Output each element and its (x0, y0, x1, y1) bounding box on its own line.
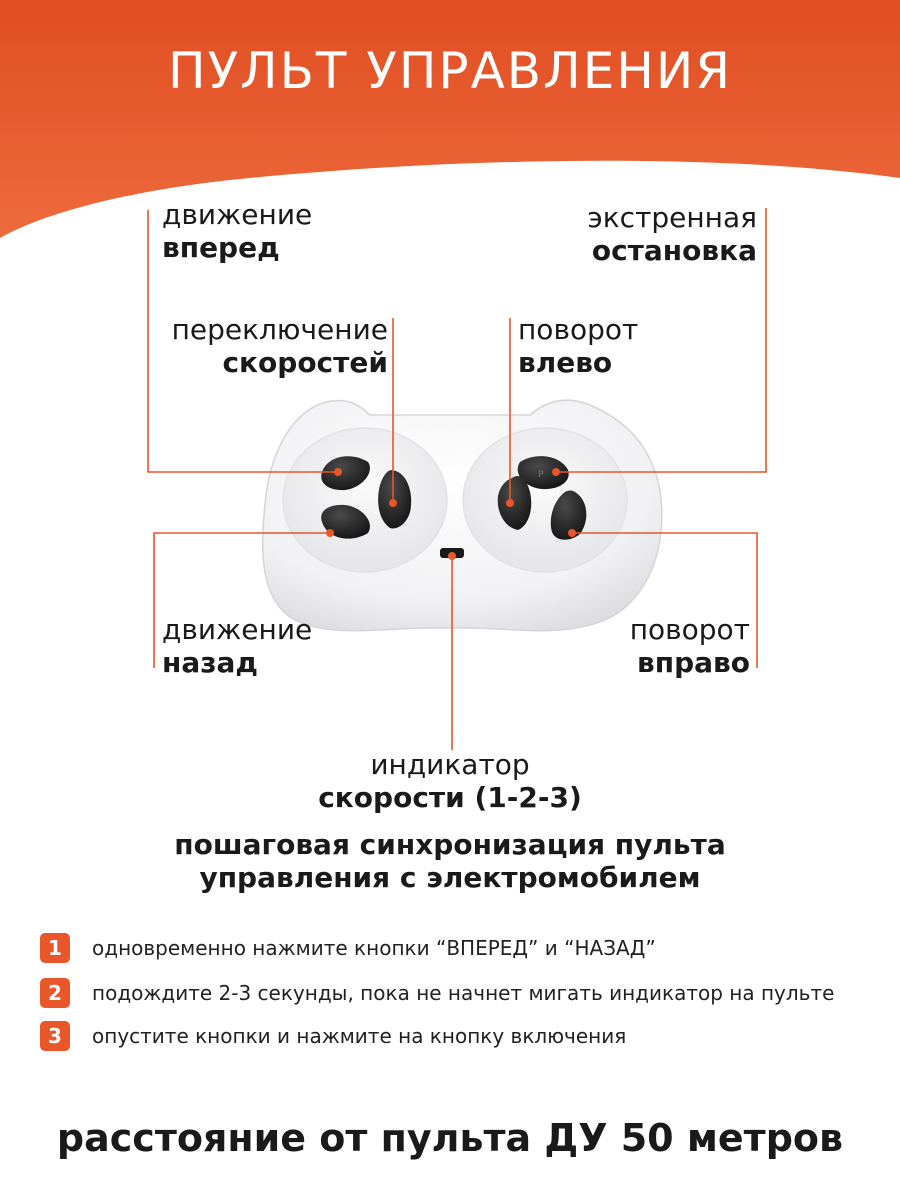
step-number-badge: 3 (40, 1021, 70, 1051)
step-number-badge: 1 (40, 933, 70, 963)
step-2 (40, 978, 834, 1008)
step-text: опустите кнопки и нажмите на кнопку включения (92, 1024, 627, 1048)
sync-heading (0, 828, 900, 894)
label-speed-switch: переключение скоростей (171, 313, 388, 379)
label-turn-left: поворот влево (518, 313, 639, 379)
step-text: одновременно нажмите кнопки “ВПЕРЕД” и “НАЗАД” (92, 936, 656, 960)
label-speed-indicator: индикатор скорости (1-2-3) (318, 748, 582, 814)
label-backward: движение назад (162, 613, 313, 679)
sync-heading-line2: управления с электромобилем (199, 861, 701, 894)
label-turn-right: поворот вправо (629, 613, 750, 679)
page-title: ПУЛЬТ УПРАВЛЕНИЯ (167, 42, 733, 100)
distance-note: расстояние от пульта ДУ 50 метров (56, 1116, 844, 1160)
sync-heading-line1: пошаговая синхронизация пульта (174, 828, 726, 861)
svg-text:P: P (538, 470, 544, 480)
label-forward: движение вперед (162, 198, 313, 264)
step-text: подождите 2-3 секунды, пока не начнет мигать индикатор на пульте (92, 981, 835, 1005)
step-number-badge: 2 (40, 978, 70, 1008)
step-1 (40, 933, 656, 963)
step-3 (40, 1021, 626, 1051)
label-emergency-stop: экстренная остановка (587, 201, 757, 267)
